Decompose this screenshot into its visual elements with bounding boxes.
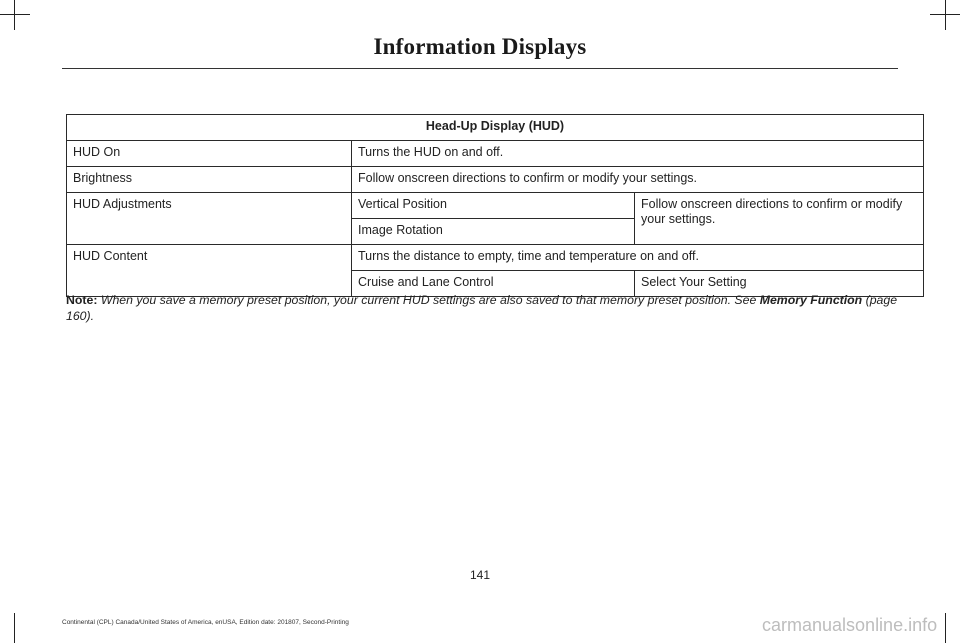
title-divider [62,68,898,69]
row-label: HUD On [67,141,352,167]
table-row [67,245,924,271]
table-row [67,193,924,219]
crop-mark [945,0,946,30]
table-row [67,141,924,167]
memory-function-link[interactable]: Memory Function [759,293,863,307]
crop-mark [14,0,15,30]
crop-mark [945,613,946,643]
footer-edition: Continental (CPL) Canada/United States of America, enUSA, Edition date: 201807, Second-Printing [62,619,349,626]
note-paragraph [66,292,924,324]
table-title: Head-Up Display (HUD) [67,115,924,141]
row-description: Follow onscreen directions to confirm or modify your settings. [635,193,924,245]
row-description: Select Your Setting [635,271,924,297]
row-label: HUD Content [67,245,352,297]
hud-table [66,114,924,297]
crop-mark [0,14,30,15]
page-title: Information Displays [373,34,587,59]
row-description: Follow onscreen directions to confirm or modify your settings. [352,167,924,193]
row-sub-label: Vertical Position [352,193,635,219]
crop-mark [930,14,960,15]
note-label: Note: [66,293,98,307]
row-label: HUD Adjustments [67,193,352,245]
row-description: Turns the HUD on and off. [352,141,924,167]
row-sub-label: Image Rotation [352,219,635,245]
page-reference: (page 160). [66,293,898,323]
page-number: 141 [469,568,491,582]
row-sub-label: Cruise and Lane Control [352,271,635,297]
row-label: Brightness [67,167,352,193]
row-description: Turns the distance to empty, time and temperature on and off. [352,245,924,271]
note-text: When you save a memory preset position, your current HUD settings are also saved to that memory preset position. See [100,293,757,307]
crop-mark [14,613,15,643]
table-row [67,167,924,193]
watermark: carmanualsonline.info [762,615,938,635]
